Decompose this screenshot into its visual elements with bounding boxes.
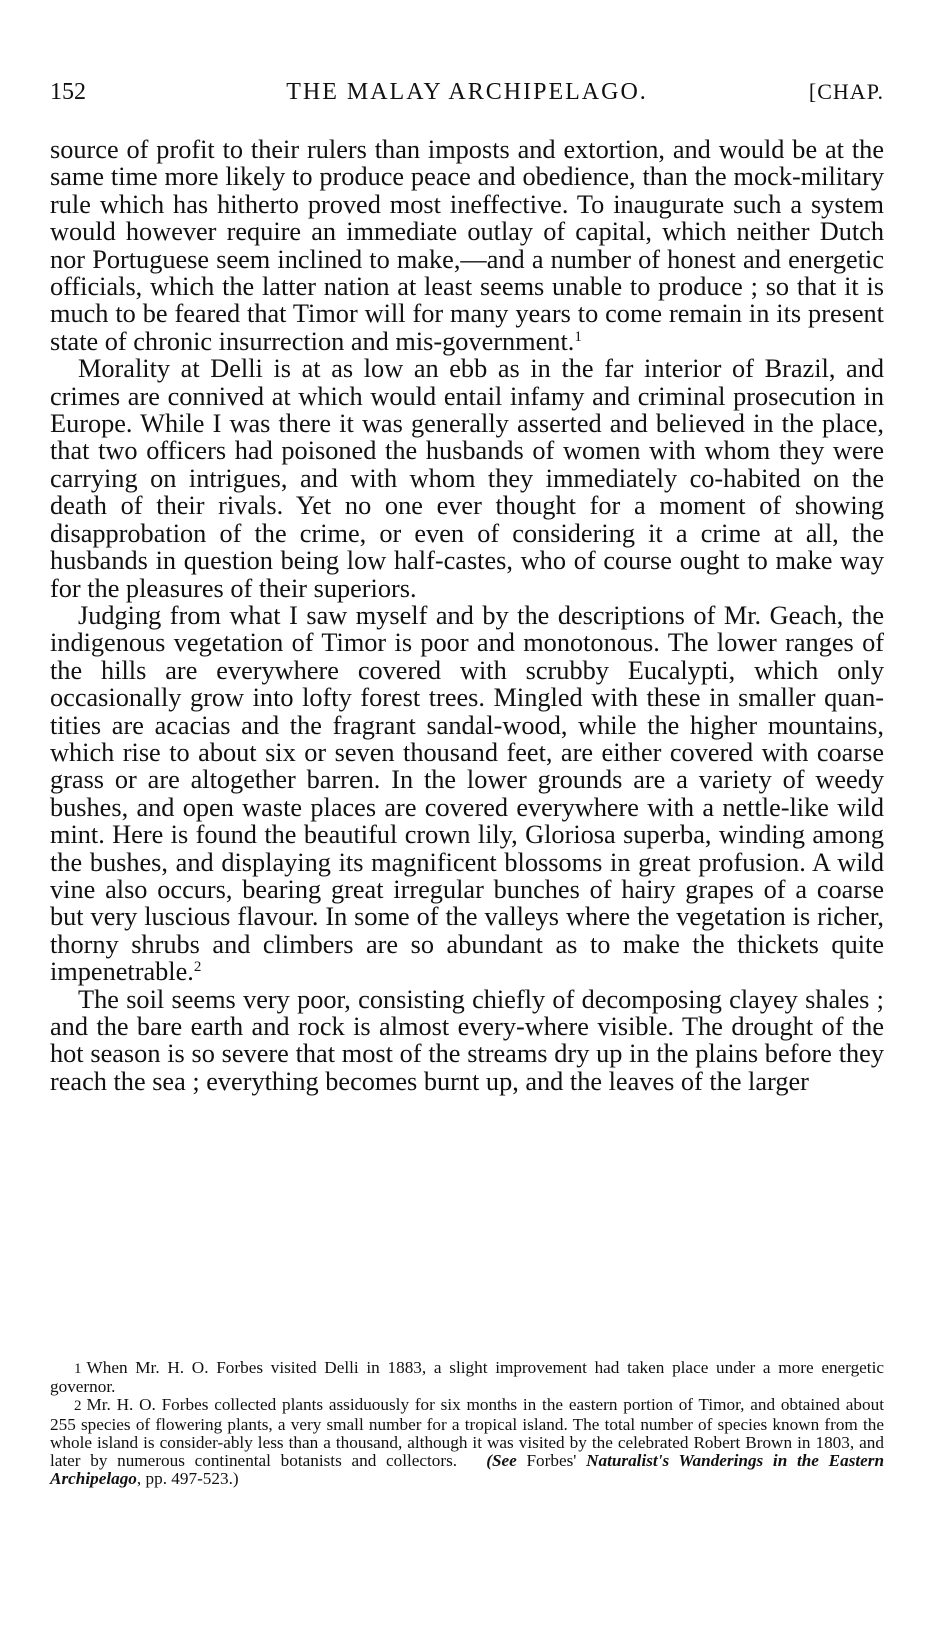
paragraph-2: Morality at Delli is at as low an ebb as in the far interior of Brazil, and crimes are connived at which would entail infamy and criminal prosecution in Europe. While I was there it was generally asserted and believed in the place, that two officers had poisoned the husbands of women with whom they were carrying on intrigues, and with whom they immediately co-habited on the death of their rivals. Yet no one ever thought for a moment of showing disapprobation of the crime, or even of considering it a crime at all, the husbands in question being low half-castes, who of course ought to make way for the pleasures of their superiors. — [50, 354, 884, 603]
footnote-ref-1: 1 — [574, 328, 582, 345]
footnote-marker: 2 — [74, 1398, 82, 1415]
footnote-ref-2: 2 — [193, 959, 202, 976]
running-title: THE MALAY ARCHIPELAGO. — [286, 79, 648, 105]
paragraph-1: source of profit to their rulers than imposts and extortion, and would be at the same time more likely to produce peace and obedience, than the mock-military rule which has hitherto proved most ineffective. To inaugurate such a system would however require an immediate outlay of capital, which neither Dutch nor Portuguese seem inclined to make,—and a number of honest and energetic officials, which the latter nation at least seems unable to produce ; so that it is much to be feared that Timor will for many years to come remain in its present state of chronic insurrection and mis-government.$^1$ — [50, 135, 884, 356]
footnote-2 — [50, 1396, 884, 1488]
footnote-text: Mr. H. O. Forbes collected plants assiduously for six months in the eastern portion of Timor, and obtained about 255 species of flowering plants, a very small number for a tropical island. The total number of species known from the whole island is consider-ably less than a thousand, although it was visited by the celebrated Robert Brown in 1803, and later by numerous continental botanists and collectors. — [50, 1395, 884, 1471]
paragraph-3: Judging from what I saw myself and by the descriptions of Mr. Geach, the indigenous vegetation of Timor is poor and monotonous. The lower ranges of the hills are everywhere covered with scrubby Eucalypti, which only occasionally grow into lofty forest trees. Mingled with these in smaller quan-tities are acacias and the fragrant sandal-wood, while the higher mountains, which rise to about six or seven thousand feet, are either covered with coarse grass or are altogether barren. In the lower grounds are a variety of weedy bushes, and open waste places are covered everywhere with a nettle-like wild mint. Here is found the beautiful crown lily, Gloriosa superba, winding among the bushes, and displaying its magnificent blossoms in great profusion. A wild vine also occurs, bearing great irregular bunches of hairy grapes of a coarse but very luscious flavour. In some of the valleys where the vegetation is richer, thorny shrubs and climbers are so abundant as to make the thickets quite impenetrable.$^2$ — [50, 600, 884, 987]
see-label: (See — [486, 1451, 517, 1471]
footnotes — [50, 1359, 884, 1488]
book-title: Naturalist's Wanderings in the Eastern Archipelago — [50, 1451, 885, 1489]
chapter-mark: [CHAP. — [808, 79, 884, 104]
page-range: , pp. 497-523.) — [136, 1469, 239, 1489]
footnote-1 — [50, 1359, 884, 1396]
see-author: Forbes' — [526, 1451, 577, 1471]
paragraph-4: The soil seems very poor, consisting chiefly of decomposing clayey shales ; and the bare earth and rock is almost every-where visible. The drought of the hot season is so severe that most of the streams dry up in the plains before they reach the sea ; everything becomes burnt up, and the leaves of the larger — [50, 984, 884, 1096]
footnote-marker: 1 — [74, 1361, 82, 1377]
page-number: 152 — [50, 79, 86, 105]
footnote-text: When Mr. H. O. Forbes visited Delli in 1883, a slight improvement had taken place under a more energetic governor. — [50, 1358, 884, 1397]
running-head — [50, 76, 884, 108]
book-page — [50, 0, 884, 1627]
body-text — [50, 136, 884, 1095]
